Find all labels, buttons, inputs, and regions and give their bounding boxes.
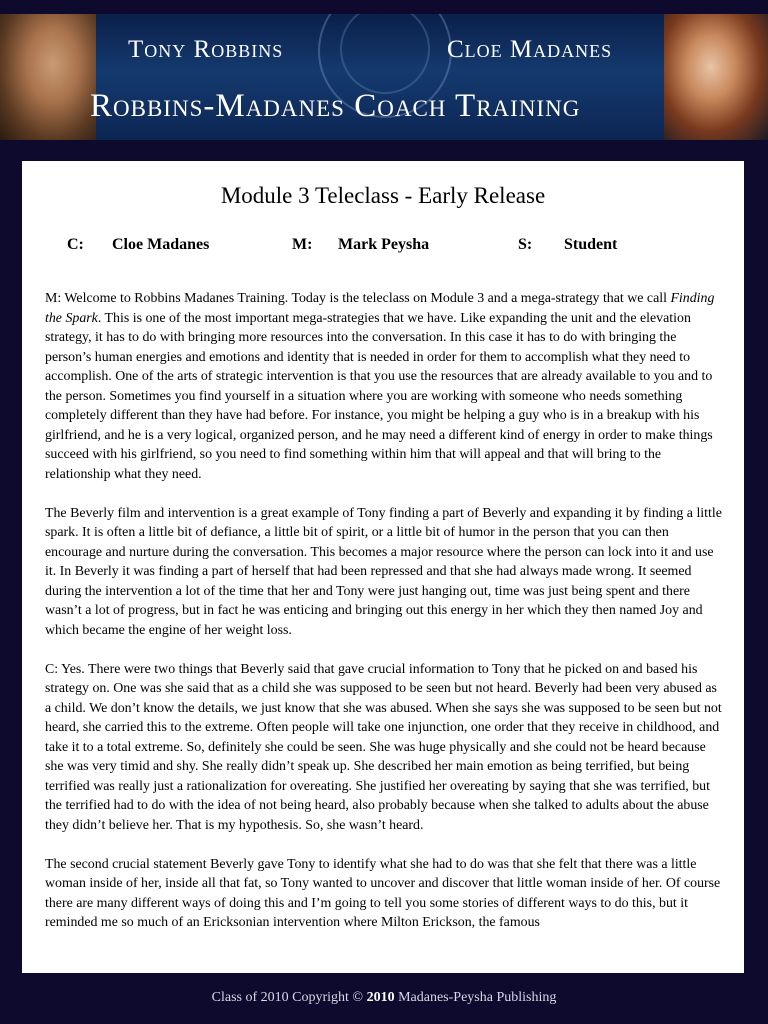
transcript-body <box>45 289 725 952</box>
document-title: Module 3 Teleclass - Early Release <box>220 183 546 208</box>
speaker-name: Cloe Madanes <box>112 236 210 253</box>
speaker-name: Student <box>564 236 618 253</box>
speaker-code: S: <box>518 236 533 253</box>
strategy-name-italic: Finding the Spark <box>45 291 715 326</box>
banner-name-left: Tony Robbins <box>128 36 284 63</box>
tony-robbins-photo <box>0 14 96 140</box>
document-page <box>22 161 744 973</box>
paragraph-text: . This is one of the most important mega-strategies that we have. Like expanding the unit and the elevation strategy, it has to do with bringing more resources into the conversation. In this case it has to do with bringing the person’s human energies and emotions and identity that is needed in order for them to accomplish what they need to accomplish. One of the arts of strategic intervention is that you use the resources that are already available to you and to the person. Sometimes you find yourself in a situation where you are working with someone who needs something completely different than they have had before. For instance, you might be helping a guy who is in a breakup with his girlfriend, and he is a very logical, organized person, and he may need a different kind of energy in order to make things succeed with his girlfriend, so you need to find something within him that will appeal and that will bring to the relationship what they need. <box>45 310 713 482</box>
speaker-code: C: <box>67 236 84 253</box>
footer-year: 2010 <box>366 990 395 1005</box>
speaker-legend <box>22 236 744 258</box>
banner-name-right: Cloe Madanes <box>447 36 613 63</box>
footer-suffix: Madanes-Peysha Publishing <box>394 990 557 1005</box>
paragraph: The Beverly film and intervention is a great example of Tony finding a part of Beverly and expanding it by finding a little spark. It is often a little bit of defiance, a little bit of spirit, or a little bit of humor in the person that you can then encourage and nurture during the conversation. This becomes a major resource where the person can lock into it and use it. In Beverly it was finding a part of herself that had been repressed and that she had always made wrong. It seemed during the intervention a lot of the time that her and Tony were just hanging out, time was just being spent and there wasn’t a lot of progress, but in fact he was enticing and bringing out this energy in her which they then named Joy and which became the engine of her weight loss. <box>45 505 722 638</box>
banner-title: Robbins-Madanes Coach Training <box>90 88 581 124</box>
paragraph <box>45 289 725 484</box>
speaker-name: Mark Peysha <box>338 236 430 253</box>
footer-prefix: Class of 2010 Copyright © <box>211 990 367 1005</box>
paragraph-text: M: Welcome to Robbins Madanes Training. Today is the teleclass on Module 3 and a mega-strategy that we call <box>45 291 671 306</box>
paragraph: C: Yes. There were two things that Beverly said that gave crucial information to Tony that he picked on and based his strategy on. One was she said that as a child she was supposed to be seen but not heard. Beverly had been very abused as a child. We don’t know the details, we just know that she was abused. When she says she was supposed to be seen but not heard, she carried this to the extreme. Often people will take one injunction, one order that they receive in childhood, and take it to a total extreme. So, definitely she could be seen. She was huge physically and she could not be heard because she was very timid and shy. She really didn’t speak up. She described her main emotion as being terrified, but being terrified was really just a rationalization for overeating. She justified her overeating by saying that she was terrified, but the terrified had to do with the idea of not being heard, also probably because when she talked to adults about the abuse they didn’t believe her. That is my hypothesis. So, she wasn’t heard. <box>45 661 722 833</box>
speaker-code: M: <box>292 236 313 253</box>
paragraph: The second crucial statement Beverly gave Tony to identify what she had to do was that she felt that there was a little woman inside of her, inside all that fat, so Tony wanted to uncover and discover that little woman inside of her. Of course there are many different ways of doing this and I’m going to tell you some stories of different ways to do this, but it reminded me so much of an Ericksonian intervention where Milton Erickson, the famous <box>45 856 721 930</box>
cloe-madanes-photo <box>664 14 768 140</box>
footer-copyright <box>0 990 768 1006</box>
header-banner <box>0 14 768 140</box>
